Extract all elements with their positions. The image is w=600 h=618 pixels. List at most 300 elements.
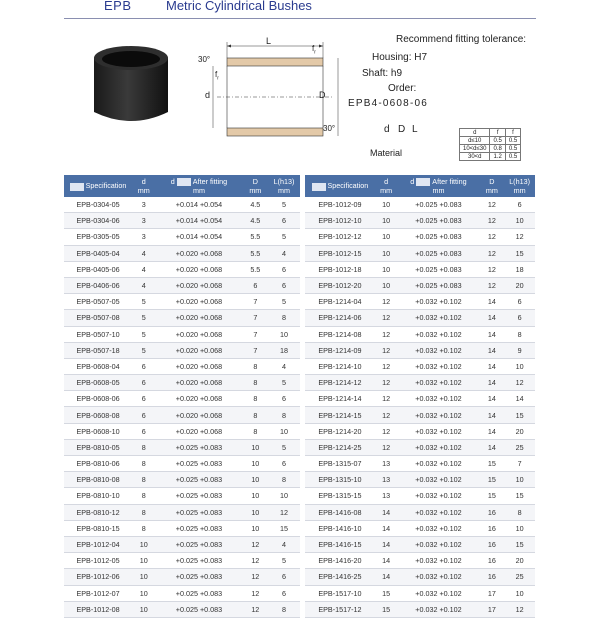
cell-d: 4 <box>132 245 155 261</box>
cell-after-fitting: +0.020 +0.068 <box>155 294 242 310</box>
cell-L: 5 <box>268 375 300 391</box>
cell-d: 10 <box>375 197 398 213</box>
cell-L: 6 <box>504 310 535 326</box>
tol-cell: 1.2 <box>490 153 505 161</box>
cell-L: 8 <box>268 407 300 423</box>
tol-cell: 0.5 <box>505 137 520 145</box>
tol-cell: 10<d≤30 <box>460 145 490 153</box>
spec-header-icon <box>70 183 84 191</box>
table-row <box>64 326 300 342</box>
cell-D: 7 <box>243 310 269 326</box>
cell-after-fitting: +0.025 +0.083 <box>155 601 242 617</box>
cell-L: 5 <box>268 294 300 310</box>
cell-spec: EPB-1214-20 <box>305 423 375 439</box>
cell-L: 5 <box>268 229 300 245</box>
cell-after-fitting: +0.032 +0.102 <box>397 375 479 391</box>
spec-table-right <box>305 175 535 618</box>
cell-D: 14 <box>480 391 505 407</box>
table-row <box>64 439 300 455</box>
tol-cell: 0.5 <box>490 137 505 145</box>
table-row <box>64 585 300 601</box>
table-row <box>305 229 535 245</box>
cell-after-fitting: +0.032 +0.102 <box>397 569 479 585</box>
header-d: d mm <box>132 175 155 197</box>
cell-spec: EPB-0405-04 <box>64 245 132 261</box>
cell-d: 10 <box>375 245 398 261</box>
table-row <box>64 358 300 374</box>
cell-spec: EPB-1214-06 <box>305 310 375 326</box>
cell-after-fitting: +0.020 +0.068 <box>155 358 242 374</box>
cell-D: 7 <box>243 326 269 342</box>
cell-d: 4 <box>132 277 155 293</box>
dim-L: L <box>266 36 272 46</box>
table-row <box>305 375 535 391</box>
cell-spec: EPB-1517-12 <box>305 601 375 617</box>
cell-spec: EPB-0810-12 <box>64 504 132 520</box>
cell-d: 14 <box>375 520 398 536</box>
table-row <box>64 245 300 261</box>
cell-d: 13 <box>375 456 398 472</box>
cell-after-fitting: +0.014 +0.054 <box>155 213 242 229</box>
cell-L: 10 <box>504 585 535 601</box>
cell-D: 14 <box>480 439 505 455</box>
table-row <box>305 310 535 326</box>
housing-note: Housing: H7 <box>372 52 428 63</box>
cell-L: 12 <box>504 375 535 391</box>
after-header-icon <box>416 178 430 186</box>
cell-after-fitting: +0.025 +0.083 <box>155 488 242 504</box>
cell-after-fitting: +0.032 +0.102 <box>397 472 479 488</box>
cell-after-fitting: +0.020 +0.068 <box>155 423 242 439</box>
header-D: D mm <box>480 175 505 197</box>
cell-after-fitting: +0.032 +0.102 <box>397 358 479 374</box>
cell-D: 5.5 <box>243 261 269 277</box>
cell-spec: EPB-0608-05 <box>64 375 132 391</box>
tol-cell: d≤10 <box>460 137 490 145</box>
cell-D: 8 <box>243 391 269 407</box>
cell-L: 6 <box>268 456 300 472</box>
cell-spec: EPB-0405-06 <box>64 261 132 277</box>
table-row <box>305 261 535 277</box>
order-code: EPB4-0608-06 <box>348 98 429 109</box>
cell-d: 5 <box>132 294 155 310</box>
cell-after-fitting: +0.020 +0.068 <box>155 375 242 391</box>
cell-d: 13 <box>375 472 398 488</box>
cell-L: 15 <box>504 407 535 423</box>
table-row <box>305 472 535 488</box>
cell-d: 5 <box>132 342 155 358</box>
cell-spec: EPB-1416-25 <box>305 569 375 585</box>
header-D: D mm <box>243 175 269 197</box>
cell-D: 15 <box>480 472 505 488</box>
tolerance-title: Recommend fitting tolerance: <box>396 34 527 45</box>
cell-after-fitting: +0.020 +0.068 <box>155 310 242 326</box>
table-row <box>64 294 300 310</box>
cell-spec: EPB-1315-10 <box>305 472 375 488</box>
cell-after-fitting: +0.032 +0.102 <box>397 423 479 439</box>
cell-d: 15 <box>375 601 398 617</box>
cell-D: 14 <box>480 423 505 439</box>
cell-d: 8 <box>132 520 155 536</box>
cell-spec: EPB-0810-06 <box>64 456 132 472</box>
cell-D: 10 <box>243 504 269 520</box>
cell-D: 5.5 <box>243 245 269 261</box>
tolerance-table <box>459 128 521 161</box>
cell-L: 6 <box>504 197 535 213</box>
cell-spec: EPB-0507-10 <box>64 326 132 342</box>
table-row <box>64 407 300 423</box>
header-L: L(h13) mm <box>504 175 535 197</box>
header-specification: Specification <box>305 175 375 197</box>
table-row <box>305 197 535 213</box>
cell-spec: EPB-0507-05 <box>64 294 132 310</box>
cell-D: 15 <box>480 456 505 472</box>
cell-spec: EPB-1416-10 <box>305 520 375 536</box>
cell-after-fitting: +0.020 +0.068 <box>155 261 242 277</box>
after-header-icon <box>177 178 191 186</box>
table-row <box>305 391 535 407</box>
cell-L: 5 <box>268 439 300 455</box>
cell-spec: EPB-1214-10 <box>305 358 375 374</box>
cell-d: 14 <box>375 504 398 520</box>
cell-spec: EPB-1214-14 <box>305 391 375 407</box>
cell-D: 12 <box>243 585 269 601</box>
cell-d: 8 <box>132 504 155 520</box>
cell-d: 10 <box>375 229 398 245</box>
cell-after-fitting: +0.025 +0.083 <box>155 439 242 455</box>
table-row <box>305 553 535 569</box>
code-part-D: D <box>398 124 406 135</box>
cell-spec: EPB-1012-06 <box>64 569 132 585</box>
cell-L: 15 <box>268 520 300 536</box>
cell-L: 10 <box>504 358 535 374</box>
table-row <box>64 423 300 439</box>
cell-D: 16 <box>480 536 505 552</box>
cell-L: 25 <box>504 439 535 455</box>
header-L: L(h13) mm <box>268 175 300 197</box>
bush-photo <box>92 44 170 126</box>
cell-spec: EPB-1214-15 <box>305 407 375 423</box>
cell-after-fitting: +0.020 +0.068 <box>155 245 242 261</box>
header-specification: Specification <box>64 175 132 197</box>
cell-after-fitting: +0.032 +0.102 <box>397 553 479 569</box>
cell-after-fitting: +0.032 +0.102 <box>397 585 479 601</box>
cell-spec: EPB-0810-08 <box>64 472 132 488</box>
cell-L: 20 <box>504 277 535 293</box>
cell-d: 10 <box>375 277 398 293</box>
cell-D: 5.5 <box>243 229 269 245</box>
table-row <box>64 213 300 229</box>
cell-D: 10 <box>243 472 269 488</box>
cell-D: 12 <box>480 245 505 261</box>
cell-L: 6 <box>268 261 300 277</box>
table-row <box>64 504 300 520</box>
tol-cell: 30<d <box>460 153 490 161</box>
cell-spec: EPB-1012-04 <box>64 536 132 552</box>
cell-after-fitting: +0.025 +0.083 <box>155 569 242 585</box>
cell-spec: EPB-1012-08 <box>64 601 132 617</box>
cell-D: 16 <box>480 569 505 585</box>
angle-bottom: 30° <box>323 124 336 133</box>
cell-d: 10 <box>375 213 398 229</box>
cell-spec: EPB-1214-08 <box>305 326 375 342</box>
cell-L: 8 <box>268 472 300 488</box>
angle-top: 30° <box>198 55 211 64</box>
cell-d: 8 <box>132 488 155 504</box>
cell-spec: EPB-0608-10 <box>64 423 132 439</box>
cell-after-fitting: +0.025 +0.083 <box>155 520 242 536</box>
table-row <box>305 407 535 423</box>
cell-D: 12 <box>480 229 505 245</box>
cell-L: 6 <box>268 569 300 585</box>
cell-D: 14 <box>480 358 505 374</box>
cell-d: 3 <box>132 229 155 245</box>
cell-after-fitting: +0.014 +0.054 <box>155 197 242 213</box>
cell-L: 14 <box>504 391 535 407</box>
table-row <box>305 504 535 520</box>
cell-D: 12 <box>480 213 505 229</box>
cell-D: 12 <box>243 553 269 569</box>
tol-cell: 0.8 <box>490 145 505 153</box>
cell-L: 8 <box>268 310 300 326</box>
cell-L: 10 <box>504 520 535 536</box>
dim-d: d <box>205 90 211 100</box>
cell-after-fitting: +0.025 +0.083 <box>397 277 479 293</box>
table-row <box>64 536 300 552</box>
table-row <box>64 310 300 326</box>
cell-d: 8 <box>132 456 155 472</box>
cell-d: 6 <box>132 407 155 423</box>
cell-d: 10 <box>132 585 155 601</box>
table-row <box>64 197 300 213</box>
cell-D: 16 <box>480 504 505 520</box>
table-row <box>305 520 535 536</box>
cell-after-fitting: +0.032 +0.102 <box>397 342 479 358</box>
cell-D: 12 <box>480 277 505 293</box>
cell-spec: EPB-1012-10 <box>305 213 375 229</box>
cell-after-fitting: +0.032 +0.102 <box>397 310 479 326</box>
cell-d: 14 <box>375 536 398 552</box>
cell-d: 12 <box>375 326 398 342</box>
cell-L: 6 <box>268 391 300 407</box>
cell-spec: EPB-1012-09 <box>305 197 375 213</box>
cell-after-fitting: +0.025 +0.083 <box>155 553 242 569</box>
cell-spec: EPB-0810-05 <box>64 439 132 455</box>
table-row <box>305 569 535 585</box>
cell-D: 10 <box>243 439 269 455</box>
cell-D: 15 <box>480 488 505 504</box>
cell-L: 18 <box>504 261 535 277</box>
cell-d: 13 <box>375 488 398 504</box>
table-row <box>305 536 535 552</box>
cell-after-fitting: +0.025 +0.083 <box>397 197 479 213</box>
header-after-fitting: d After fitting mm <box>155 175 242 197</box>
cell-L: 20 <box>504 553 535 569</box>
table-row <box>305 456 535 472</box>
cell-L: 6 <box>504 294 535 310</box>
cell-after-fitting: +0.032 +0.102 <box>397 391 479 407</box>
cell-spec: EPB-0810-10 <box>64 488 132 504</box>
table-row <box>305 277 535 293</box>
material-label: Material <box>370 148 403 158</box>
cell-spec: EPB-1012-18 <box>305 261 375 277</box>
cell-spec: EPB-0608-04 <box>64 358 132 374</box>
cell-after-fitting: +0.025 +0.083 <box>397 261 479 277</box>
table-row <box>64 342 300 358</box>
cell-L: 10 <box>268 488 300 504</box>
cell-L: 15 <box>504 536 535 552</box>
table-row <box>305 439 535 455</box>
spec-header-icon <box>312 183 326 191</box>
cell-D: 4.5 <box>243 197 269 213</box>
cell-spec: EPB-0608-06 <box>64 391 132 407</box>
table-row <box>64 391 300 407</box>
cell-spec: EPB-0608-08 <box>64 407 132 423</box>
cell-spec: EPB-1416-08 <box>305 504 375 520</box>
table-row <box>64 261 300 277</box>
cell-L: 10 <box>504 213 535 229</box>
cell-D: 10 <box>243 456 269 472</box>
cell-d: 3 <box>132 213 155 229</box>
shaft-note: Shaft: h9 <box>362 68 403 79</box>
tol-header-d: d <box>460 129 490 137</box>
cell-L: 5 <box>268 197 300 213</box>
cell-d: 14 <box>375 569 398 585</box>
cell-after-fitting: +0.025 +0.083 <box>155 456 242 472</box>
cell-d: 10 <box>132 553 155 569</box>
cell-d: 14 <box>375 553 398 569</box>
cell-spec: EPB-0810-15 <box>64 520 132 536</box>
cell-L: 18 <box>268 342 300 358</box>
cell-D: 8 <box>243 375 269 391</box>
cell-D: 16 <box>480 520 505 536</box>
code-part-L: L <box>412 124 418 135</box>
cell-d: 3 <box>132 197 155 213</box>
cell-d: 12 <box>375 358 398 374</box>
cell-after-fitting: +0.032 +0.102 <box>397 520 479 536</box>
cell-D: 6 <box>243 277 269 293</box>
table-row <box>64 601 300 617</box>
cell-D: 12 <box>480 197 505 213</box>
cell-D: 12 <box>480 261 505 277</box>
cell-after-fitting: +0.032 +0.102 <box>397 294 479 310</box>
cell-spec: EPB-0304-05 <box>64 197 132 213</box>
cell-after-fitting: +0.025 +0.083 <box>155 585 242 601</box>
cell-L: 20 <box>504 423 535 439</box>
cell-L: 10 <box>504 472 535 488</box>
cell-after-fitting: +0.025 +0.083 <box>397 229 479 245</box>
cell-L: 7 <box>504 456 535 472</box>
cell-L: 8 <box>268 601 300 617</box>
table-row <box>305 213 535 229</box>
cell-after-fitting: +0.025 +0.083 <box>155 536 242 552</box>
cell-d: 10 <box>132 601 155 617</box>
tol-row <box>460 137 521 145</box>
cell-D: 14 <box>480 407 505 423</box>
cell-D: 12 <box>243 536 269 552</box>
cell-d: 12 <box>375 342 398 358</box>
cell-spec: EPB-1416-20 <box>305 553 375 569</box>
cell-L: 25 <box>504 569 535 585</box>
cell-spec: EPB-1214-09 <box>305 342 375 358</box>
cell-L: 10 <box>268 326 300 342</box>
spec-table-left <box>64 175 300 618</box>
cell-spec: EPB-1416-15 <box>305 536 375 552</box>
cell-D: 7 <box>243 342 269 358</box>
order-label: Order: <box>388 83 417 94</box>
cell-d: 6 <box>132 391 155 407</box>
cell-d: 6 <box>132 423 155 439</box>
table-row <box>64 277 300 293</box>
cell-spec: EPB-0406-06 <box>64 277 132 293</box>
code-part-d: d <box>384 124 390 135</box>
tol-row <box>460 153 521 161</box>
tol-header-f1: f <box>490 129 505 137</box>
cell-spec: EPB-0304-06 <box>64 213 132 229</box>
cell-d: 4 <box>132 261 155 277</box>
table-row <box>305 423 535 439</box>
cell-spec: EPB-0305-05 <box>64 229 132 245</box>
cell-D: 8 <box>243 358 269 374</box>
cell-d: 6 <box>132 358 155 374</box>
cell-D: 17 <box>480 601 505 617</box>
cell-d: 12 <box>375 294 398 310</box>
table-row <box>305 358 535 374</box>
cell-d: 12 <box>375 407 398 423</box>
cell-L: 8 <box>504 326 535 342</box>
cell-spec: EPB-1012-07 <box>64 585 132 601</box>
cell-spec: EPB-1517-10 <box>305 585 375 601</box>
cell-spec: EPB-1012-12 <box>305 229 375 245</box>
cell-d: 5 <box>132 326 155 342</box>
cell-D: 10 <box>243 520 269 536</box>
cell-after-fitting: +0.032 +0.102 <box>397 407 479 423</box>
cell-L: 9 <box>504 342 535 358</box>
cell-d: 12 <box>375 391 398 407</box>
cell-L: 12 <box>504 601 535 617</box>
cell-d: 10 <box>375 261 398 277</box>
cell-L: 6 <box>268 277 300 293</box>
cell-L: 12 <box>268 504 300 520</box>
cell-d: 12 <box>375 423 398 439</box>
cell-D: 4.5 <box>243 213 269 229</box>
cell-d: 12 <box>375 375 398 391</box>
cell-after-fitting: +0.032 +0.102 <box>397 601 479 617</box>
cell-D: 12 <box>243 601 269 617</box>
table-row <box>305 294 535 310</box>
table-row <box>64 553 300 569</box>
cell-L: 6 <box>268 585 300 601</box>
table-row <box>64 472 300 488</box>
cell-D: 14 <box>480 342 505 358</box>
cell-L: 15 <box>504 245 535 261</box>
table-row <box>305 245 535 261</box>
cell-D: 12 <box>243 569 269 585</box>
cell-after-fitting: +0.025 +0.083 <box>155 504 242 520</box>
cell-D: 8 <box>243 423 269 439</box>
cell-spec: EPB-1012-15 <box>305 245 375 261</box>
cell-L: 6 <box>268 213 300 229</box>
cell-d: 12 <box>375 310 398 326</box>
table-row <box>305 601 535 617</box>
page-title: Metric Cylindrical Bushes <box>166 0 312 13</box>
cell-L: 5 <box>268 553 300 569</box>
cell-d: 12 <box>375 439 398 455</box>
cell-after-fitting: +0.025 +0.083 <box>397 245 479 261</box>
tol-cell: 0.5 <box>505 153 520 161</box>
cell-after-fitting: +0.020 +0.068 <box>155 342 242 358</box>
cell-d: 5 <box>132 310 155 326</box>
